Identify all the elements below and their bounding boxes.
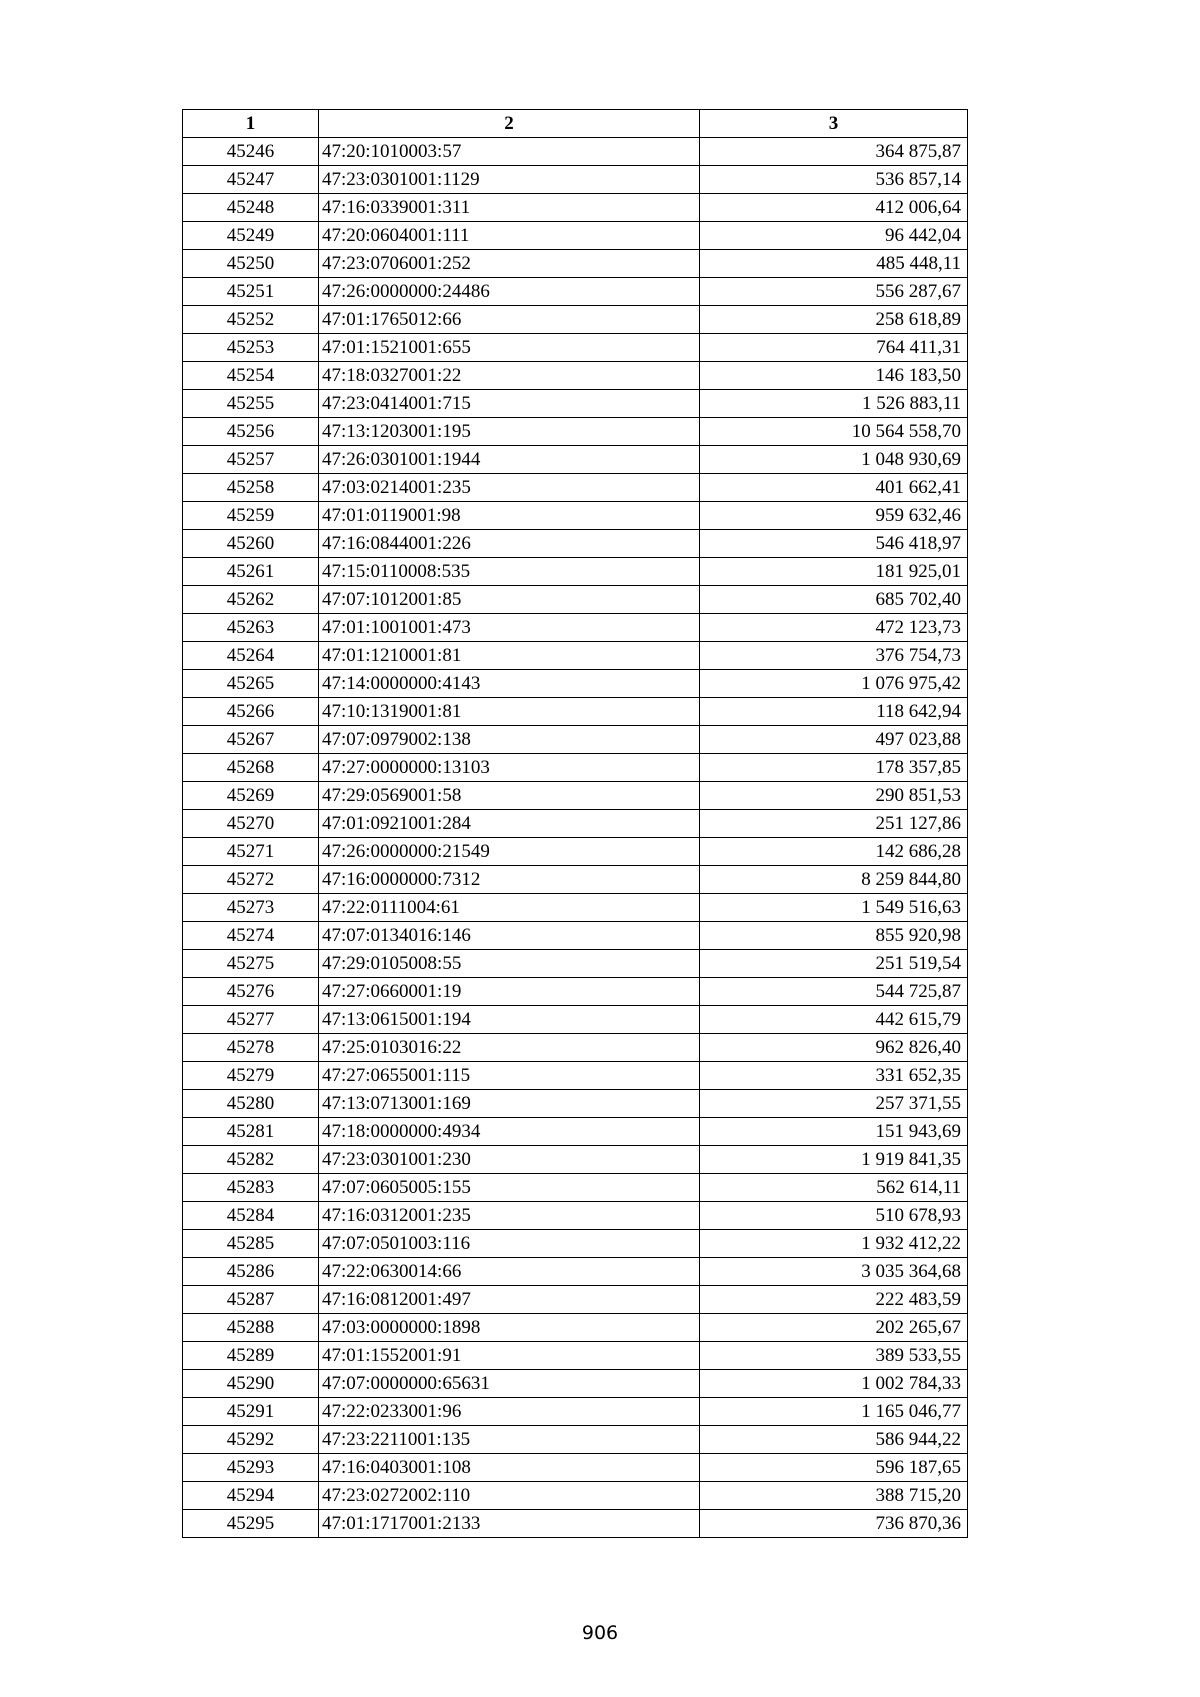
value-cell: 510 678,93: [700, 1202, 968, 1230]
cadastral-number-cell: 47:23:0706001:252: [319, 250, 700, 278]
value-cell: 146 183,50: [700, 362, 968, 390]
cadastral-number-cell: 47:13:0615001:194: [319, 1006, 700, 1034]
table-row: [183, 950, 968, 978]
cadastral-number-cell: 47:13:0713001:169: [319, 1090, 700, 1118]
cadastral-number-cell: 47:27:0660001:19: [319, 978, 700, 1006]
value-cell: 1 549 516,63: [700, 894, 968, 922]
table-row: [183, 306, 968, 334]
value-cell: 388 715,20: [700, 1482, 968, 1510]
value-cell: 3 035 364,68: [700, 1258, 968, 1286]
cadastral-number-cell: 47:27:0000000:13103: [319, 754, 700, 782]
row-number-cell: 45281: [183, 1118, 319, 1146]
table-body: [183, 138, 968, 1538]
row-number-cell: 45262: [183, 586, 319, 614]
cadastral-number-cell: 47:14:0000000:4143: [319, 670, 700, 698]
value-cell: 376 754,73: [700, 642, 968, 670]
table-header: [183, 110, 968, 138]
cadastral-number-cell: 47:23:0301001:1129: [319, 166, 700, 194]
value-cell: 118 642,94: [700, 698, 968, 726]
table-row: [183, 726, 968, 754]
cadastral-number-cell: 47:03:0000000:1898: [319, 1314, 700, 1342]
value-cell: 536 857,14: [700, 166, 968, 194]
row-number-cell: 45246: [183, 138, 319, 166]
row-number-cell: 45261: [183, 558, 319, 586]
row-number-cell: 45291: [183, 1398, 319, 1426]
row-number-cell: 45272: [183, 866, 319, 894]
column-header-2: 2: [319, 110, 700, 138]
table-row: [183, 1342, 968, 1370]
cadastral-number-cell: 47:16:0339001:311: [319, 194, 700, 222]
table-header-row: [183, 110, 968, 138]
page-number: 906: [581, 1622, 619, 1644]
table-row: [183, 250, 968, 278]
table-row: [183, 1314, 968, 1342]
table-row: [183, 166, 968, 194]
row-number-cell: 45293: [183, 1454, 319, 1482]
row-number-cell: 45284: [183, 1202, 319, 1230]
value-cell: 251 127,86: [700, 810, 968, 838]
cadastral-number-cell: 47:23:0272002:110: [319, 1482, 700, 1510]
cadastral-number-cell: 47:16:0812001:497: [319, 1286, 700, 1314]
cadastral-number-cell: 47:01:1717001:2133: [319, 1510, 700, 1538]
table-row: [183, 1034, 968, 1062]
cadastral-number-cell: 47:23:0414001:715: [319, 390, 700, 418]
row-number-cell: 45259: [183, 502, 319, 530]
row-number-cell: 45267: [183, 726, 319, 754]
table-row: [183, 754, 968, 782]
row-number-cell: 45254: [183, 362, 319, 390]
row-number-cell: 45264: [183, 642, 319, 670]
cadastral-number-cell: 47:26:0301001:1944: [319, 446, 700, 474]
value-cell: 562 614,11: [700, 1174, 968, 1202]
row-number-cell: 45268: [183, 754, 319, 782]
value-cell: 544 725,87: [700, 978, 968, 1006]
table-row: [183, 1398, 968, 1426]
cadastral-number-cell: 47:16:0844001:226: [319, 530, 700, 558]
table-row: [183, 138, 968, 166]
value-cell: 401 662,41: [700, 474, 968, 502]
table-row: [183, 1426, 968, 1454]
table-row: [183, 922, 968, 950]
row-number-cell: 45263: [183, 614, 319, 642]
table-row: [183, 670, 968, 698]
table-row: [183, 838, 968, 866]
table-row: [183, 222, 968, 250]
column-header-3: 3: [700, 110, 968, 138]
value-cell: 1 076 975,42: [700, 670, 968, 698]
value-cell: 442 615,79: [700, 1006, 968, 1034]
table-row: [183, 614, 968, 642]
table-row: [183, 1062, 968, 1090]
value-cell: 556 287,67: [700, 278, 968, 306]
row-number-cell: 45274: [183, 922, 319, 950]
value-cell: 1 165 046,77: [700, 1398, 968, 1426]
table-row: [183, 530, 968, 558]
value-cell: 855 920,98: [700, 922, 968, 950]
cadastral-number-cell: 47:01:1521001:655: [319, 334, 700, 362]
table-row: [183, 334, 968, 362]
table-row: [183, 1510, 968, 1538]
table-row: [183, 1118, 968, 1146]
row-number-cell: 45279: [183, 1062, 319, 1090]
value-cell: 685 702,40: [700, 586, 968, 614]
row-number-cell: 45273: [183, 894, 319, 922]
table-row: [183, 474, 968, 502]
value-cell: 497 023,88: [700, 726, 968, 754]
value-cell: 962 826,40: [700, 1034, 968, 1062]
cadastral-number-cell: 47:26:0000000:24486: [319, 278, 700, 306]
value-cell: 258 618,89: [700, 306, 968, 334]
row-number-cell: 45265: [183, 670, 319, 698]
table-row: [183, 1454, 968, 1482]
table-row: [183, 894, 968, 922]
cadastral-number-cell: 47:01:0119001:98: [319, 502, 700, 530]
cadastral-number-cell: 47:22:0111004:61: [319, 894, 700, 922]
row-number-cell: 45277: [183, 1006, 319, 1034]
table-row: [183, 1202, 968, 1230]
table-row: [183, 390, 968, 418]
value-cell: 586 944,22: [700, 1426, 968, 1454]
cadastral-number-cell: 47:07:0134016:146: [319, 922, 700, 950]
row-number-cell: 45271: [183, 838, 319, 866]
table-row: [183, 194, 968, 222]
cadastral-number-cell: 47:07:0605005:155: [319, 1174, 700, 1202]
cadastral-number-cell: 47:16:0403001:108: [319, 1454, 700, 1482]
table-row: [183, 586, 968, 614]
row-number-cell: 45249: [183, 222, 319, 250]
table-row: [183, 1230, 968, 1258]
row-number-cell: 45276: [183, 978, 319, 1006]
value-cell: 10 564 558,70: [700, 418, 968, 446]
value-cell: 764 411,31: [700, 334, 968, 362]
value-cell: 596 187,65: [700, 1454, 968, 1482]
table-row: [183, 1174, 968, 1202]
cadastral-number-cell: 47:29:0569001:58: [319, 782, 700, 810]
table-row: [183, 362, 968, 390]
table-row: [183, 1146, 968, 1174]
row-number-cell: 45292: [183, 1426, 319, 1454]
cadastral-number-cell: 47:23:0301001:230: [319, 1146, 700, 1174]
value-cell: 546 418,97: [700, 530, 968, 558]
row-number-cell: 45255: [183, 390, 319, 418]
row-number-cell: 45258: [183, 474, 319, 502]
row-number-cell: 45285: [183, 1230, 319, 1258]
cadastral-number-cell: 47:29:0105008:55: [319, 950, 700, 978]
cadastral-number-cell: 47:16:0000000:7312: [319, 866, 700, 894]
value-cell: 142 686,28: [700, 838, 968, 866]
value-cell: 96 442,04: [700, 222, 968, 250]
value-cell: 1 932 412,22: [700, 1230, 968, 1258]
cadastral-number-cell: 47:18:0000000:4934: [319, 1118, 700, 1146]
table-row: [183, 698, 968, 726]
cadastral-number-cell: 47:03:0214001:235: [319, 474, 700, 502]
cadastral-number-cell: 47:07:1012001:85: [319, 586, 700, 614]
cadastral-number-cell: 47:23:2211001:135: [319, 1426, 700, 1454]
value-cell: 178 357,85: [700, 754, 968, 782]
table-row: [183, 978, 968, 1006]
cadastral-number-cell: 47:20:0604001:111: [319, 222, 700, 250]
cadastral-number-cell: 47:22:0630014:66: [319, 1258, 700, 1286]
table-row: [183, 502, 968, 530]
cadastral-number-cell: 47:10:1319001:81: [319, 698, 700, 726]
cadastral-number-cell: 47:13:1203001:195: [319, 418, 700, 446]
cadastral-number-cell: 47:15:0110008:535: [319, 558, 700, 586]
column-header-1: 1: [183, 110, 319, 138]
table-row: [183, 1482, 968, 1510]
cadastral-number-cell: 47:01:1001001:473: [319, 614, 700, 642]
cadastral-number-cell: 47:01:0921001:284: [319, 810, 700, 838]
row-number-cell: 45280: [183, 1090, 319, 1118]
value-cell: 151 943,69: [700, 1118, 968, 1146]
table-row: [183, 1286, 968, 1314]
row-number-cell: 45257: [183, 446, 319, 474]
row-number-cell: 45253: [183, 334, 319, 362]
table-row: [183, 1370, 968, 1398]
table-row: [183, 642, 968, 670]
value-cell: 1 002 784,33: [700, 1370, 968, 1398]
value-cell: 1 048 930,69: [700, 446, 968, 474]
row-number-cell: 45286: [183, 1258, 319, 1286]
table-row: [183, 1006, 968, 1034]
cadastral-number-cell: 47:07:0501003:116: [319, 1230, 700, 1258]
row-number-cell: 45250: [183, 250, 319, 278]
value-cell: 412 006,64: [700, 194, 968, 222]
table-row: [183, 446, 968, 474]
cadastral-number-cell: 47:16:0312001:235: [319, 1202, 700, 1230]
value-cell: 1 919 841,35: [700, 1146, 968, 1174]
table-row: [183, 782, 968, 810]
row-number-cell: 45247: [183, 166, 319, 194]
table-row: [183, 866, 968, 894]
row-number-cell: 45266: [183, 698, 319, 726]
table-row: [183, 278, 968, 306]
row-number-cell: 45269: [183, 782, 319, 810]
row-number-cell: 45289: [183, 1342, 319, 1370]
cadastral-number-cell: 47:01:1210001:81: [319, 642, 700, 670]
table-row: [183, 418, 968, 446]
row-number-cell: 45252: [183, 306, 319, 334]
cadastral-number-cell: 47:25:0103016:22: [319, 1034, 700, 1062]
row-number-cell: 45287: [183, 1286, 319, 1314]
value-cell: 331 652,35: [700, 1062, 968, 1090]
table-row: [183, 1090, 968, 1118]
cadastral-number-cell: 47:07:0000000:65631: [319, 1370, 700, 1398]
row-number-cell: 45278: [183, 1034, 319, 1062]
cadastral-number-cell: 47:22:0233001:96: [319, 1398, 700, 1426]
row-number-cell: 45283: [183, 1174, 319, 1202]
data-table: [182, 109, 968, 1538]
value-cell: 8 259 844,80: [700, 866, 968, 894]
value-cell: 1 526 883,11: [700, 390, 968, 418]
cadastral-number-cell: 47:18:0327001:22: [319, 362, 700, 390]
row-number-cell: 45282: [183, 1146, 319, 1174]
value-cell: 257 371,55: [700, 1090, 968, 1118]
cadastral-number-cell: 47:20:1010003:57: [319, 138, 700, 166]
value-cell: 290 851,53: [700, 782, 968, 810]
cadastral-number-cell: 47:26:0000000:21549: [319, 838, 700, 866]
value-cell: 181 925,01: [700, 558, 968, 586]
value-cell: 364 875,87: [700, 138, 968, 166]
value-cell: 959 632,46: [700, 502, 968, 530]
value-cell: 251 519,54: [700, 950, 968, 978]
row-number-cell: 45270: [183, 810, 319, 838]
row-number-cell: 45294: [183, 1482, 319, 1510]
value-cell: 202 265,67: [700, 1314, 968, 1342]
row-number-cell: 45260: [183, 530, 319, 558]
row-number-cell: 45256: [183, 418, 319, 446]
row-number-cell: 45251: [183, 278, 319, 306]
cadastral-number-cell: 47:27:0655001:115: [319, 1062, 700, 1090]
row-number-cell: 45290: [183, 1370, 319, 1398]
table-row: [183, 1258, 968, 1286]
cadastral-number-cell: 47:07:0979002:138: [319, 726, 700, 754]
table-row: [183, 810, 968, 838]
row-number-cell: 45295: [183, 1510, 319, 1538]
value-cell: 736 870,36: [700, 1510, 968, 1538]
cadastral-number-cell: 47:01:1765012:66: [319, 306, 700, 334]
cadastral-number-cell: 47:01:1552001:91: [319, 1342, 700, 1370]
value-cell: 389 533,55: [700, 1342, 968, 1370]
row-number-cell: 45288: [183, 1314, 319, 1342]
value-cell: 472 123,73: [700, 614, 968, 642]
table-row: [183, 558, 968, 586]
row-number-cell: 45248: [183, 194, 319, 222]
row-number-cell: 45275: [183, 950, 319, 978]
value-cell: 222 483,59: [700, 1286, 968, 1314]
value-cell: 485 448,11: [700, 250, 968, 278]
